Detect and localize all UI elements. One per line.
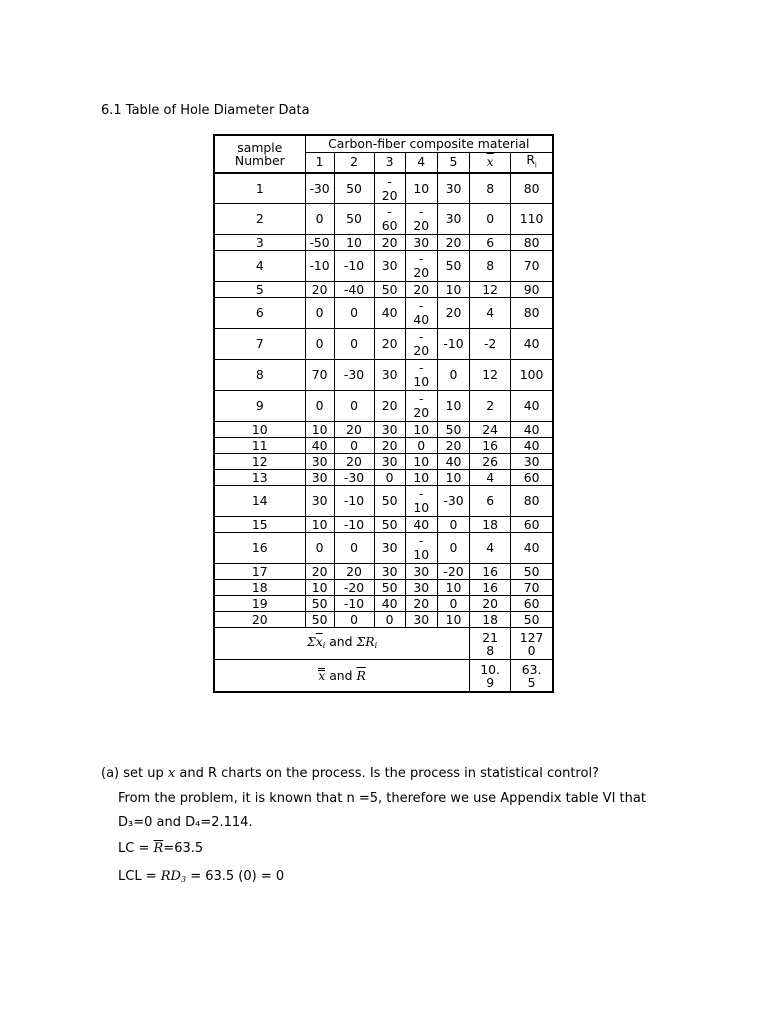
table-cell: 40 xyxy=(511,422,553,438)
table-row xyxy=(214,173,553,204)
lc-line: LC = $\overline{R}=63.5$ xyxy=(118,841,204,856)
table-cell: 40 xyxy=(374,298,405,329)
table-cell: 100 xyxy=(511,360,553,391)
table-cell: 50 xyxy=(334,204,374,235)
table-cell: 20 xyxy=(437,235,469,251)
sample-number: 13 xyxy=(214,470,305,486)
table-cell: -20 xyxy=(334,580,374,596)
table-cell: 0 xyxy=(470,204,511,235)
table-cell: 30 xyxy=(405,612,437,628)
table-cell: 6 xyxy=(470,235,511,251)
table-cell: -20 xyxy=(437,564,469,580)
col-header-7: $R_i$ xyxy=(511,152,553,173)
table-row xyxy=(214,596,553,612)
table-cell: 30 xyxy=(405,580,437,596)
col-header-6: $\overline{x}$ xyxy=(470,152,511,173)
table-cell: -10 xyxy=(305,251,334,282)
sample-number: 12 xyxy=(214,454,305,470)
table-cell: 0 xyxy=(305,391,334,422)
table-cell: -10 xyxy=(334,486,374,517)
table-cell: 0 xyxy=(334,391,374,422)
table-cell: - 60 xyxy=(374,204,405,235)
table-cell: 70 xyxy=(511,580,553,596)
table-cell: -2 xyxy=(470,329,511,360)
table-cell: 0 xyxy=(334,438,374,454)
table-cell: 20 xyxy=(437,298,469,329)
table-cell: 30 xyxy=(374,533,405,564)
table-cell: -30 xyxy=(437,486,469,517)
sample-number: 2 xyxy=(214,204,305,235)
table-cell: 40 xyxy=(437,454,469,470)
table-cell: 16 xyxy=(470,438,511,454)
table-cell: 80 xyxy=(511,173,553,204)
table-cell: 40 xyxy=(511,438,553,454)
mean-row xyxy=(214,660,553,692)
table-row xyxy=(214,329,553,360)
table-cell: 0 xyxy=(334,533,374,564)
table-cell: - 20 xyxy=(405,251,437,282)
table-row xyxy=(214,517,553,533)
table-cell: 10 xyxy=(305,517,334,533)
mean-x-value: 10. 9 xyxy=(470,660,511,692)
table-cell: 20 xyxy=(437,438,469,454)
sum-r-value: 127 0 xyxy=(511,628,553,660)
table-cell: 30 xyxy=(374,454,405,470)
table-cell: 30 xyxy=(305,454,334,470)
table-cell: 40 xyxy=(305,438,334,454)
table-cell: 0 xyxy=(405,438,437,454)
table-row xyxy=(214,422,553,438)
table-cell: - 10 xyxy=(405,360,437,391)
table-cell: 0 xyxy=(374,470,405,486)
sample-number: 20 xyxy=(214,612,305,628)
table-cell: 0 xyxy=(334,612,374,628)
table-cell: -10 xyxy=(334,517,374,533)
table-cell: 10 xyxy=(305,422,334,438)
table-cell: 0 xyxy=(305,533,334,564)
table-cell: 12 xyxy=(470,360,511,391)
table-cell: -50 xyxy=(305,235,334,251)
table-row xyxy=(214,391,553,422)
col-header-4: 4 xyxy=(405,152,437,173)
table-cell: 12 xyxy=(470,282,511,298)
table-cell: 10 xyxy=(437,580,469,596)
question-a: (a) set up x and R charts on the process. Is the process in statistical control? xyxy=(101,766,599,781)
table-cell: 20 xyxy=(405,282,437,298)
table-cell: 24 xyxy=(470,422,511,438)
header-group: Carbon-fiber composite material xyxy=(305,135,553,152)
table-cell: 20 xyxy=(305,564,334,580)
table-cell: -30 xyxy=(305,173,334,204)
table-cell: -10 xyxy=(334,251,374,282)
table-cell: 50 xyxy=(437,422,469,438)
table-cell: 60 xyxy=(511,596,553,612)
table-row xyxy=(214,486,553,517)
table-cell: 18 xyxy=(470,612,511,628)
table-cell: 0 xyxy=(305,329,334,360)
table-cell: - 20 xyxy=(405,204,437,235)
table-cell: 30 xyxy=(437,173,469,204)
table-row xyxy=(214,612,553,628)
sample-number: 8 xyxy=(214,360,305,391)
table-cell: 20 xyxy=(405,596,437,612)
table-cell: 30 xyxy=(374,564,405,580)
table-cell: 10 xyxy=(437,470,469,486)
table-cell: 50 xyxy=(305,612,334,628)
col-header-2: 2 xyxy=(334,152,374,173)
table-cell: 30 xyxy=(305,470,334,486)
table-cell: 16 xyxy=(470,580,511,596)
table-cell: 30 xyxy=(437,204,469,235)
sum-label: $\Sigma\overline{x}_i$ and $\Sigma R_i$ xyxy=(214,628,470,660)
table-cell: 30 xyxy=(305,486,334,517)
table-cell: 110 xyxy=(511,204,553,235)
mean-label: x and $\overline{R}$ xyxy=(214,660,470,692)
table-cell: 70 xyxy=(511,251,553,282)
sample-number: 16 xyxy=(214,533,305,564)
table-cell: 50 xyxy=(305,596,334,612)
table-cell: 20 xyxy=(305,282,334,298)
table-cell: 70 xyxy=(305,360,334,391)
table-cell: 50 xyxy=(511,564,553,580)
table-cell: 10 xyxy=(437,612,469,628)
col-header-3: 3 xyxy=(374,152,405,173)
table-row xyxy=(214,282,553,298)
table-cell: 10 xyxy=(305,580,334,596)
table-cell: -10 xyxy=(334,596,374,612)
table-cell: -30 xyxy=(334,360,374,391)
table-cell: 0 xyxy=(437,517,469,533)
table-cell: 0 xyxy=(437,533,469,564)
table-cell: 20 xyxy=(374,391,405,422)
table-cell: - 40 xyxy=(405,298,437,329)
table-cell: 30 xyxy=(405,564,437,580)
table-row xyxy=(214,251,553,282)
table-cell: - 10 xyxy=(405,533,437,564)
hole-diameter-table xyxy=(213,134,554,693)
table-cell: 4 xyxy=(470,533,511,564)
table-cell: 90 xyxy=(511,282,553,298)
table-cell: 6 xyxy=(470,486,511,517)
sum-x-value: 21 8 xyxy=(470,628,511,660)
table-cell: 10 xyxy=(437,282,469,298)
table-cell: 80 xyxy=(511,486,553,517)
table-cell: 40 xyxy=(405,517,437,533)
table-cell: 10 xyxy=(334,235,374,251)
table-cell: 40 xyxy=(511,533,553,564)
sample-number: 14 xyxy=(214,486,305,517)
table-cell: - 20 xyxy=(405,329,437,360)
sample-number: 17 xyxy=(214,564,305,580)
table-cell: 30 xyxy=(374,422,405,438)
table-cell: 20 xyxy=(374,438,405,454)
header-sample-number: sample Number xyxy=(214,135,305,173)
table-row xyxy=(214,204,553,235)
table-cell: -40 xyxy=(334,282,374,298)
sum-row xyxy=(214,628,553,660)
table-cell: 4 xyxy=(470,298,511,329)
table-cell: 50 xyxy=(511,612,553,628)
table-cell: 80 xyxy=(511,298,553,329)
table-row xyxy=(214,298,553,329)
table-cell: 10 xyxy=(405,454,437,470)
table-cell: 0 xyxy=(437,596,469,612)
table-cell: 20 xyxy=(334,564,374,580)
table-cell: - 10 xyxy=(405,486,437,517)
table-row xyxy=(214,564,553,580)
table-cell: 0 xyxy=(374,612,405,628)
table-cell: 30 xyxy=(405,235,437,251)
table-row xyxy=(214,454,553,470)
col-header-1: 1 xyxy=(305,152,334,173)
table-cell: 30 xyxy=(511,454,553,470)
table-cell: 50 xyxy=(374,517,405,533)
table-cell: 40 xyxy=(511,329,553,360)
sample-number: 3 xyxy=(214,235,305,251)
paragraph-line-3: D₃=0 and D₄=2.114. xyxy=(118,815,253,830)
table-cell: 40 xyxy=(374,596,405,612)
table-cell: 20 xyxy=(470,596,511,612)
table-cell: 26 xyxy=(470,454,511,470)
table-cell: 40 xyxy=(511,391,553,422)
table-cell: 4 xyxy=(470,470,511,486)
mean-r-value: 63. 5 xyxy=(511,660,553,692)
lcl-line: LCL = $RD_3 = 63.5$ (0) = 0 xyxy=(118,869,285,884)
sample-number: 11 xyxy=(214,438,305,454)
table-cell: 18 xyxy=(470,517,511,533)
table-cell: 50 xyxy=(374,580,405,596)
table-cell: 10 xyxy=(405,173,437,204)
table-row xyxy=(214,580,553,596)
sample-number: 7 xyxy=(214,329,305,360)
table-cell: 50 xyxy=(374,486,405,517)
table-cell: 0 xyxy=(437,360,469,391)
sample-number: 6 xyxy=(214,298,305,329)
table-cell: -10 xyxy=(437,329,469,360)
table-cell: 20 xyxy=(334,454,374,470)
table-cell: 8 xyxy=(470,173,511,204)
table-row xyxy=(214,470,553,486)
table-cell: 60 xyxy=(511,517,553,533)
table-cell: 10 xyxy=(405,422,437,438)
sample-number: 19 xyxy=(214,596,305,612)
table-cell: 8 xyxy=(470,251,511,282)
table-cell: 0 xyxy=(305,298,334,329)
sample-number: 18 xyxy=(214,580,305,596)
table-cell: 50 xyxy=(437,251,469,282)
table-cell: 60 xyxy=(511,470,553,486)
table-row xyxy=(214,533,553,564)
table-cell: 80 xyxy=(511,235,553,251)
sample-number: 4 xyxy=(214,251,305,282)
table-cell: 50 xyxy=(334,173,374,204)
col-header-5: 5 xyxy=(437,152,469,173)
table-cell: 50 xyxy=(374,282,405,298)
page-title: 6.1 Table of Hole Diameter Data xyxy=(101,103,310,118)
table-cell: 0 xyxy=(334,298,374,329)
table-cell: 0 xyxy=(334,329,374,360)
sample-number: 9 xyxy=(214,391,305,422)
table-row xyxy=(214,360,553,391)
table-cell: -30 xyxy=(334,470,374,486)
table-row xyxy=(214,235,553,251)
table-cell: 0 xyxy=(305,204,334,235)
paragraph-line-2: From the problem, it is known that n =5, therefore we use Appendix table VI that xyxy=(118,791,646,806)
table-cell: 20 xyxy=(374,235,405,251)
table-cell: 30 xyxy=(374,251,405,282)
table-cell: - 20 xyxy=(405,391,437,422)
table-row xyxy=(214,438,553,454)
table-cell: 10 xyxy=(405,470,437,486)
table-cell: 2 xyxy=(470,391,511,422)
sample-number: 15 xyxy=(214,517,305,533)
table-cell: - 20 xyxy=(374,173,405,204)
table-cell: 10 xyxy=(437,391,469,422)
sample-number: 5 xyxy=(214,282,305,298)
table-cell: 20 xyxy=(374,329,405,360)
table-cell: 16 xyxy=(470,564,511,580)
sample-number: 10 xyxy=(214,422,305,438)
table-cell: 20 xyxy=(334,422,374,438)
table-cell: 30 xyxy=(374,360,405,391)
sample-number: 1 xyxy=(214,173,305,204)
